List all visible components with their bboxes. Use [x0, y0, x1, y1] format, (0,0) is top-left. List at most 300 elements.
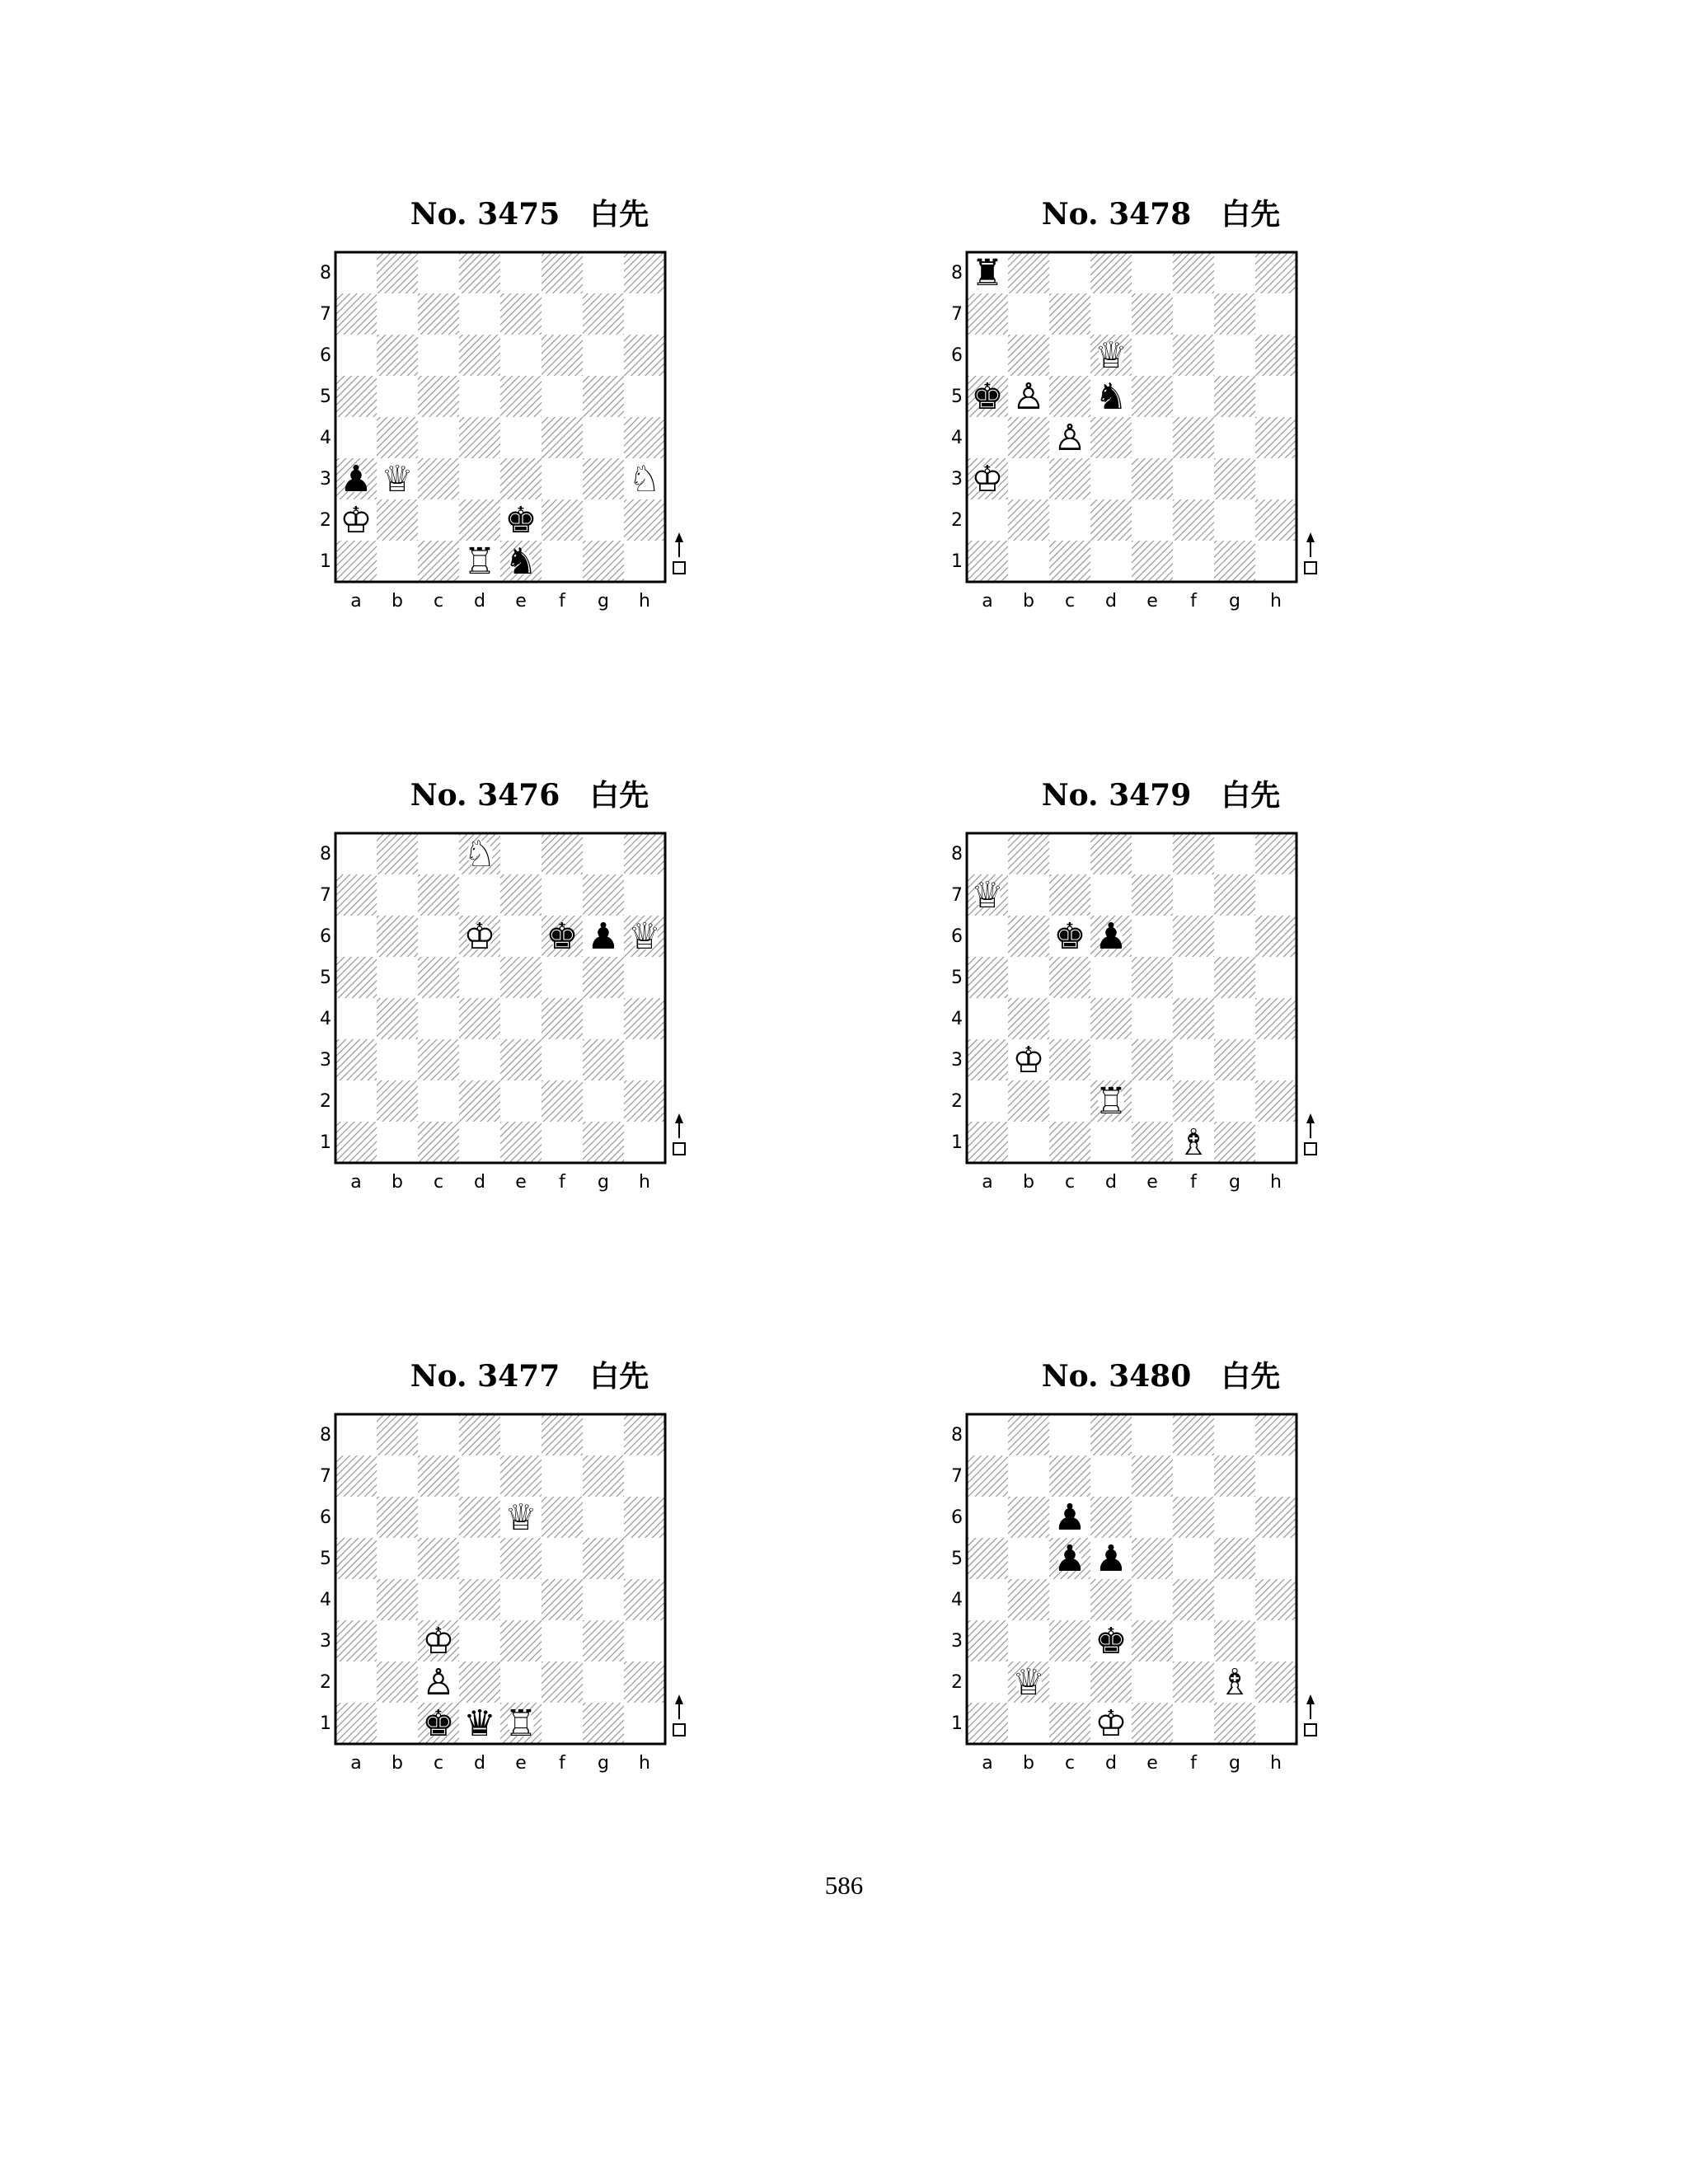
- white-king-icon: ♔: [422, 1620, 455, 1662]
- rank-label: 6: [951, 345, 963, 366]
- dark-square: [1173, 916, 1214, 957]
- dark-square: [377, 916, 418, 957]
- dark-square: [1090, 252, 1132, 293]
- rank-label: 7: [951, 885, 963, 906]
- white-queen-icon: ♕: [628, 916, 661, 958]
- dark-square: [542, 335, 583, 376]
- dark-square: [1173, 335, 1214, 376]
- white-king-icon: ♔: [340, 499, 373, 541]
- dark-square: [377, 998, 418, 1039]
- dark-square: [967, 541, 1008, 582]
- dark-square: [335, 874, 377, 916]
- chess-diagram: [946, 1406, 1375, 1818]
- dark-square: [542, 1497, 583, 1538]
- rank-label: 1: [320, 551, 331, 572]
- dark-square: [624, 1080, 665, 1122]
- dark-square: [1173, 1661, 1214, 1703]
- dark-square: [335, 1620, 377, 1661]
- file-label: e: [1146, 1753, 1158, 1774]
- rank-label: 4: [951, 1590, 963, 1610]
- puzzle-3478: [946, 196, 1375, 658]
- dark-square: [1008, 998, 1049, 1039]
- dark-square: [1132, 1620, 1173, 1661]
- dark-square: [1132, 1122, 1173, 1163]
- white-rook-icon: ♖: [504, 1703, 537, 1745]
- dark-square: [1214, 1620, 1255, 1661]
- dark-square: [459, 499, 500, 541]
- white-pawn-icon: ♙: [1053, 417, 1086, 459]
- dark-square: [1173, 417, 1214, 458]
- dark-square: [967, 1039, 1008, 1080]
- dark-square: [335, 1122, 377, 1163]
- rank-label: 2: [320, 1672, 331, 1693]
- dark-square: [1132, 376, 1173, 417]
- dark-square: [500, 1620, 542, 1661]
- rank-label: 2: [951, 1672, 963, 1693]
- dark-square: [377, 252, 418, 293]
- dark-square: [967, 1538, 1008, 1579]
- dark-square: [1173, 1497, 1214, 1538]
- dark-square: [1049, 1039, 1090, 1080]
- white-to-move-icon: [1305, 532, 1316, 574]
- dark-square: [418, 293, 459, 335]
- rank-label: 3: [951, 469, 963, 490]
- black-pawn-icon: ♟: [1053, 1497, 1086, 1539]
- dark-square: [418, 376, 459, 417]
- dark-square: [1255, 1497, 1296, 1538]
- dark-square: [459, 1579, 500, 1620]
- black-pawn-icon: ♟: [340, 458, 373, 500]
- white-bishop-icon: ♗: [1218, 1661, 1251, 1704]
- file-label: d: [1105, 591, 1117, 612]
- dark-square: [583, 1455, 624, 1497]
- file-label: f: [559, 1753, 565, 1774]
- dark-square: [1008, 916, 1049, 957]
- dark-square: [1008, 1497, 1049, 1538]
- file-label: b: [1023, 1172, 1034, 1193]
- file-label: c: [433, 1753, 444, 1774]
- dark-square: [500, 874, 542, 916]
- rank-label: 3: [951, 1050, 963, 1071]
- white-to-move-icon: [673, 532, 685, 574]
- dark-square: [542, 833, 583, 874]
- dark-square: [1214, 1703, 1255, 1744]
- puzzle-3476: [315, 777, 743, 1239]
- file-label: g: [1229, 591, 1240, 612]
- dark-square: [1255, 998, 1296, 1039]
- dark-square: [335, 1538, 377, 1579]
- dark-square: [1049, 541, 1090, 582]
- dark-square: [967, 957, 1008, 998]
- rank-label: 4: [320, 1009, 331, 1029]
- dark-square: [459, 998, 500, 1039]
- dark-square: [377, 417, 418, 458]
- file-label: b: [1023, 1753, 1034, 1774]
- chess-diagram: [315, 825, 743, 1237]
- dark-square: [583, 957, 624, 998]
- black-king-icon: ♚: [971, 376, 1004, 418]
- dark-square: [418, 1122, 459, 1163]
- dark-square: [624, 1579, 665, 1620]
- dark-square: [1132, 541, 1173, 582]
- dark-square: [377, 1661, 418, 1703]
- dark-square: [459, 335, 500, 376]
- black-pawn-icon: ♟: [1095, 916, 1128, 958]
- file-label: d: [1105, 1753, 1117, 1774]
- dark-square: [1173, 1080, 1214, 1122]
- dark-square: [1255, 1661, 1296, 1703]
- file-label: d: [474, 1172, 485, 1193]
- dark-square: [583, 293, 624, 335]
- dark-square: [500, 957, 542, 998]
- rank-label: 5: [320, 387, 331, 407]
- dark-square: [542, 998, 583, 1039]
- puzzle-3475: [315, 196, 743, 658]
- black-queen-icon: ♛: [463, 1703, 496, 1745]
- rank-label: 6: [951, 926, 963, 947]
- chess-diagram: [315, 1406, 743, 1818]
- dark-square: [1214, 1039, 1255, 1080]
- dark-square: [377, 1579, 418, 1620]
- dark-square: [1255, 1080, 1296, 1122]
- rank-label: 1: [951, 1713, 963, 1734]
- dark-square: [542, 1579, 583, 1620]
- dark-square: [418, 458, 459, 499]
- rank-label: 3: [951, 1631, 963, 1652]
- rank-label: 4: [320, 1590, 331, 1610]
- dark-square: [500, 1039, 542, 1080]
- white-knight-icon: ♘: [628, 458, 661, 500]
- rank-label: 5: [320, 968, 331, 988]
- dark-square: [1214, 458, 1255, 499]
- file-label: f: [1190, 591, 1197, 612]
- dark-square: [1090, 833, 1132, 874]
- white-to-move-icon: [1305, 1113, 1316, 1155]
- file-label: d: [1105, 1172, 1117, 1193]
- dark-square: [1255, 499, 1296, 541]
- dark-square: [1008, 499, 1049, 541]
- black-king-icon: ♚: [422, 1703, 455, 1745]
- white-rook-icon: ♖: [463, 541, 496, 583]
- dark-square: [624, 1414, 665, 1455]
- dark-square: [500, 376, 542, 417]
- dark-square: [1090, 1579, 1132, 1620]
- dark-square: [1173, 998, 1214, 1039]
- dark-square: [1049, 1620, 1090, 1661]
- rank-label: 5: [951, 1549, 963, 1569]
- dark-square: [377, 499, 418, 541]
- dark-square: [377, 1497, 418, 1538]
- dark-square: [1214, 1122, 1255, 1163]
- file-label: d: [474, 591, 485, 612]
- file-label: g: [598, 1172, 609, 1193]
- dark-square: [624, 417, 665, 458]
- rank-label: 8: [951, 263, 963, 284]
- white-queen-icon: ♕: [381, 458, 414, 500]
- dark-square: [583, 1538, 624, 1579]
- black-king-icon: ♚: [1095, 1620, 1128, 1662]
- file-label: a: [982, 591, 993, 612]
- dark-square: [335, 376, 377, 417]
- file-label: g: [598, 591, 609, 612]
- dark-square: [500, 458, 542, 499]
- dark-square: [1214, 376, 1255, 417]
- dark-square: [418, 874, 459, 916]
- dark-square: [1132, 458, 1173, 499]
- dark-square: [624, 499, 665, 541]
- file-label: b: [392, 1753, 403, 1774]
- dark-square: [1173, 252, 1214, 293]
- dark-square: [418, 1538, 459, 1579]
- file-label: h: [1270, 1172, 1282, 1193]
- rank-label: 1: [320, 1713, 331, 1734]
- rank-label: 3: [320, 469, 331, 490]
- dark-square: [1090, 1414, 1132, 1455]
- black-pawn-icon: ♟: [1053, 1538, 1086, 1580]
- black-king-icon: ♚: [546, 916, 579, 958]
- dark-square: [459, 417, 500, 458]
- rank-label: 6: [320, 1507, 331, 1528]
- rank-label: 7: [951, 304, 963, 325]
- dark-square: [967, 1455, 1008, 1497]
- dark-square: [1008, 1080, 1049, 1122]
- dark-square: [583, 1039, 624, 1080]
- dark-square: [459, 1661, 500, 1703]
- puzzle-3477: [315, 1358, 743, 1820]
- rank-label: 5: [320, 1549, 331, 1569]
- dark-square: [583, 874, 624, 916]
- white-queen-icon: ♕: [1012, 1661, 1045, 1704]
- dark-square: [624, 335, 665, 376]
- dark-square: [1090, 499, 1132, 541]
- file-label: f: [1190, 1172, 1197, 1193]
- dark-square: [377, 1080, 418, 1122]
- file-label: a: [982, 1753, 993, 1774]
- dark-square: [583, 1122, 624, 1163]
- dark-square: [1008, 417, 1049, 458]
- puzzle-title: No. 3479 白先: [1041, 778, 1281, 813]
- black-pawn-icon: ♟: [1095, 1538, 1128, 1580]
- dark-square: [1214, 541, 1255, 582]
- rank-label: 1: [951, 551, 963, 572]
- rank-label: 8: [951, 844, 963, 865]
- rank-label: 6: [320, 345, 331, 366]
- dark-square: [1173, 833, 1214, 874]
- rank-label: 2: [320, 510, 331, 531]
- dark-square: [583, 1703, 624, 1744]
- file-label: h: [1270, 1753, 1282, 1774]
- dark-square: [1173, 1414, 1214, 1455]
- dark-square: [1090, 417, 1132, 458]
- rank-label: 6: [320, 926, 331, 947]
- white-queen-icon: ♕: [971, 874, 1004, 916]
- rank-label: 2: [951, 510, 963, 531]
- rank-label: 5: [951, 968, 963, 988]
- dark-square: [335, 1455, 377, 1497]
- dark-square: [1049, 293, 1090, 335]
- dark-square: [1008, 252, 1049, 293]
- puzzle-title: No. 3475 白先: [410, 197, 649, 232]
- file-label: c: [1064, 591, 1076, 612]
- dark-square: [459, 252, 500, 293]
- dark-square: [1090, 1497, 1132, 1538]
- white-pawn-icon: ♙: [422, 1661, 455, 1704]
- dark-square: [1008, 1579, 1049, 1620]
- rank-label: 4: [320, 428, 331, 448]
- white-knight-icon: ♘: [463, 833, 496, 875]
- rank-label: 7: [320, 304, 331, 325]
- dark-square: [1090, 1661, 1132, 1703]
- dark-square: [542, 252, 583, 293]
- dark-square: [1008, 335, 1049, 376]
- dark-square: [1008, 833, 1049, 874]
- file-label: f: [559, 591, 565, 612]
- rank-label: 4: [951, 1009, 963, 1029]
- dark-square: [967, 1122, 1008, 1163]
- black-rook-icon: ♜: [971, 252, 1004, 294]
- rank-label: 1: [951, 1132, 963, 1153]
- dark-square: [1090, 998, 1132, 1039]
- black-pawn-icon: ♟: [587, 916, 620, 958]
- dark-square: [459, 1414, 500, 1455]
- puzzle-3479: [946, 777, 1375, 1239]
- puzzle-title: No. 3476 白先: [410, 778, 649, 813]
- file-label: e: [515, 1172, 527, 1193]
- black-knight-icon: ♞: [504, 541, 537, 583]
- dark-square: [542, 1661, 583, 1703]
- file-label: c: [1064, 1753, 1076, 1774]
- dark-square: [1255, 833, 1296, 874]
- dark-square: [1214, 1455, 1255, 1497]
- file-label: a: [982, 1172, 993, 1193]
- file-label: f: [559, 1172, 565, 1193]
- file-label: c: [1064, 1172, 1076, 1193]
- dark-square: [1132, 1039, 1173, 1080]
- dark-square: [377, 1414, 418, 1455]
- dark-square: [542, 499, 583, 541]
- white-king-icon: ♔: [463, 916, 496, 958]
- dark-square: [1173, 1579, 1214, 1620]
- dark-square: [583, 458, 624, 499]
- puzzle-title: No. 3478 白先: [1041, 197, 1281, 232]
- dark-square: [1049, 1122, 1090, 1163]
- rank-label: 1: [320, 1132, 331, 1153]
- file-label: h: [639, 591, 650, 612]
- dark-square: [335, 957, 377, 998]
- black-king-icon: ♚: [1053, 916, 1086, 958]
- dark-square: [418, 957, 459, 998]
- file-label: c: [433, 591, 444, 612]
- file-label: b: [392, 591, 403, 612]
- dark-square: [418, 1039, 459, 1080]
- rank-label: 6: [951, 1507, 963, 1528]
- rank-label: 2: [320, 1091, 331, 1112]
- dark-square: [1008, 1414, 1049, 1455]
- dark-square: [1255, 1579, 1296, 1620]
- dark-square: [624, 833, 665, 874]
- dark-square: [1049, 1703, 1090, 1744]
- file-label: h: [1270, 591, 1282, 612]
- dark-square: [1255, 1414, 1296, 1455]
- rank-label: 4: [951, 428, 963, 448]
- rank-label: 2: [951, 1091, 963, 1112]
- file-label: h: [639, 1172, 650, 1193]
- puzzle-title: No. 3480 白先: [1041, 1359, 1281, 1394]
- dark-square: [583, 376, 624, 417]
- file-label: e: [1146, 591, 1158, 612]
- file-label: a: [350, 591, 362, 612]
- rank-label: 5: [951, 387, 963, 407]
- file-label: b: [392, 1172, 403, 1193]
- dark-square: [1132, 1703, 1173, 1744]
- white-to-move-icon: [1305, 1694, 1316, 1736]
- dark-square: [1255, 335, 1296, 376]
- dark-square: [1132, 293, 1173, 335]
- dark-square: [500, 1455, 542, 1497]
- dark-square: [542, 417, 583, 458]
- rank-label: 8: [951, 1425, 963, 1446]
- file-label: a: [350, 1172, 362, 1193]
- rank-label: 3: [320, 1050, 331, 1071]
- rank-label: 8: [320, 1425, 331, 1446]
- dark-square: [500, 1122, 542, 1163]
- white-queen-icon: ♕: [1095, 335, 1128, 377]
- dark-square: [1132, 957, 1173, 998]
- white-pawn-icon: ♙: [1012, 376, 1045, 418]
- file-label: e: [515, 591, 527, 612]
- dark-square: [583, 1620, 624, 1661]
- file-label: g: [598, 1753, 609, 1774]
- puzzle-title: No. 3477 白先: [410, 1359, 649, 1394]
- dark-square: [500, 1538, 542, 1579]
- dark-square: [1049, 957, 1090, 998]
- dark-square: [418, 1455, 459, 1497]
- rank-label: 7: [951, 1466, 963, 1487]
- dark-square: [500, 293, 542, 335]
- white-bishop-icon: ♗: [1177, 1122, 1210, 1164]
- dark-square: [1132, 1538, 1173, 1579]
- file-label: e: [515, 1753, 527, 1774]
- dark-square: [1214, 957, 1255, 998]
- dark-square: [1214, 1538, 1255, 1579]
- file-label: f: [1190, 1753, 1197, 1774]
- white-to-move-icon: [673, 1113, 685, 1155]
- dark-square: [335, 1039, 377, 1080]
- chess-diagram: [946, 244, 1375, 656]
- dark-square: [1214, 874, 1255, 916]
- white-queen-icon: ♕: [504, 1497, 537, 1539]
- dark-square: [583, 541, 624, 582]
- file-label: e: [1146, 1172, 1158, 1193]
- white-king-icon: ♔: [1012, 1039, 1045, 1081]
- dark-square: [1049, 376, 1090, 417]
- dark-square: [459, 1497, 500, 1538]
- dark-square: [624, 1497, 665, 1538]
- dark-square: [967, 293, 1008, 335]
- white-king-icon: ♔: [971, 458, 1004, 500]
- rank-label: 8: [320, 844, 331, 865]
- dark-square: [542, 1414, 583, 1455]
- white-rook-icon: ♖: [1095, 1080, 1128, 1122]
- dark-square: [1255, 916, 1296, 957]
- dark-square: [1132, 1455, 1173, 1497]
- dark-square: [335, 293, 377, 335]
- dark-square: [377, 335, 418, 376]
- rank-label: 7: [320, 1466, 331, 1487]
- dark-square: [459, 1080, 500, 1122]
- dark-square: [1049, 874, 1090, 916]
- dark-square: [967, 1703, 1008, 1744]
